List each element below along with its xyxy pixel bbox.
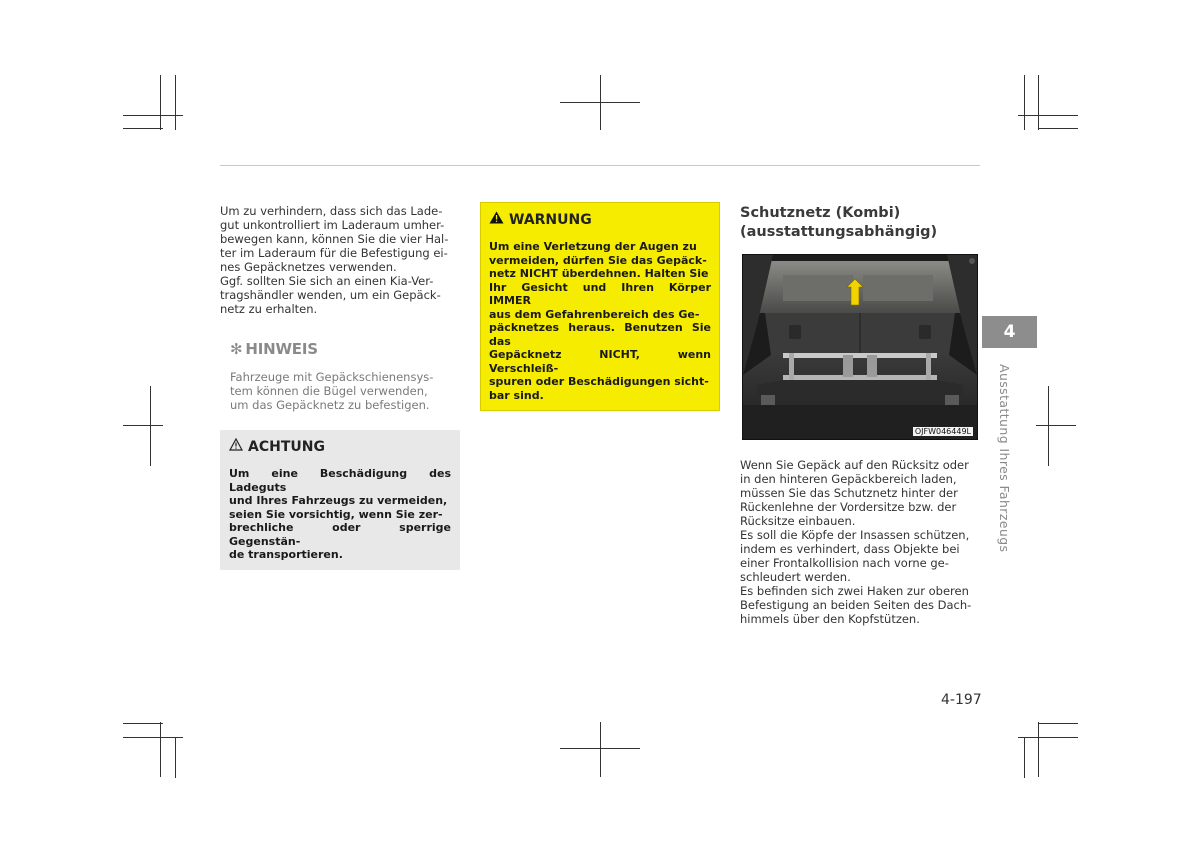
text-line: himmels über den Kopfstützen. (740, 612, 920, 626)
section-title-line: (ausstattungsabhängig) (740, 224, 938, 240)
text-line: bar sind. (489, 388, 544, 402)
text-line: Es soll die Köpfe der Insassen schützen, (740, 528, 970, 542)
section-title-line: Schutznetz (Kombi) (740, 205, 901, 221)
hinweis-text (230, 370, 460, 412)
cargo-net-photo (742, 254, 978, 440)
text-line: päcknetzes heraus. Benutzen Sie das (489, 321, 711, 348)
text-line: schleudert werden. (740, 570, 851, 584)
text-line: Fahrzeuge mit Gepäckschienensys- (230, 370, 434, 384)
warning-triangle-icon (489, 211, 504, 228)
caution-triangle-icon (229, 438, 243, 455)
warnung-text (489, 240, 711, 402)
hinweis-title (230, 340, 460, 358)
achtung-title-text: ACHTUNG (248, 438, 325, 455)
header-rule (220, 165, 980, 166)
hinweis-note (220, 340, 460, 412)
warnung-title (489, 211, 711, 228)
text-line: Gepäcknetz NICHT, wenn Verschleiß- (489, 348, 711, 375)
text-line: ter im Laderaum für die Befestigung ei- (220, 246, 448, 260)
text-line: Rückenlehne der Vordersitze bzw. der (740, 500, 957, 514)
left-column (220, 204, 460, 570)
text-line: spuren oder Beschädigungen sicht- (489, 375, 709, 388)
text-line: Ihr Gesicht und Ihren Körper IMMER (489, 280, 711, 307)
achtung-box (220, 430, 460, 570)
text-line: Wenn Sie Gepäck auf den Rücksitz oder (740, 458, 969, 472)
chapter-tab (982, 316, 1037, 348)
text-line: netz zu erhalten. (220, 302, 318, 316)
text-line: aus dem Gefahrenbereich des Ge- (489, 307, 700, 321)
text-line: in den hinteren Gepäckbereich laden, (740, 472, 957, 486)
section-title (740, 204, 980, 242)
right-column (740, 204, 980, 626)
text-line: einer Frontalkollision nach vorne ge- (740, 556, 949, 570)
cargo-area-illustration (743, 255, 977, 439)
hinweis-title-text: HINWEIS (245, 340, 318, 358)
text-line: müssen Sie das Schutznetz hinter der (740, 486, 958, 500)
text-line: nes Gepäcknetzes verwenden. (220, 260, 397, 274)
photo-id-label: OJFW046449L (914, 427, 971, 436)
text-line: Ggf. sollten Sie sich an einen Kia-Ver- (220, 274, 434, 288)
text-line: um das Gepäcknetz zu befestigen. (230, 398, 430, 412)
text-line: tragshändler wenden, um ein Gepäck- (220, 288, 441, 302)
text-line: indem es verhindert, dass Objekte bei (740, 542, 960, 556)
text-line: vermeiden, dürfen Sie das Gepäck- (489, 253, 707, 267)
text-line: Um eine Beschädigung des Ladeguts (229, 467, 451, 494)
achtung-text (229, 467, 451, 562)
text-line: de transportieren. (229, 548, 343, 561)
schutznetz-paragraph (740, 458, 980, 626)
text-line: und Ihres Fahrzeugs zu vermeiden, (229, 494, 448, 507)
text-line: Um zu verhindern, dass sich das Lade- (220, 204, 443, 218)
text-line: brechliche oder sperrige Gegenstän- (229, 521, 451, 548)
chapter-label: Ausstattung Ihres Fahrzeugs (997, 364, 1012, 553)
warnung-title-text: WARNUNG (509, 211, 592, 228)
text-line: Es befinden sich zwei Haken zur oberen (740, 584, 969, 598)
asterisk-icon: ✻ (230, 340, 243, 358)
warnung-box (480, 202, 720, 411)
chapter-number: 4 (1003, 322, 1016, 342)
middle-column (480, 202, 720, 411)
text-line: tem können die Bügel verwenden, (230, 384, 428, 398)
text-line: bewegen kann, können Sie die vier Hal- (220, 232, 449, 246)
text-line: seien Sie vorsichtig, wenn Sie zer- (229, 507, 443, 521)
achtung-title (229, 438, 451, 455)
intro-paragraph (220, 204, 460, 316)
text-line: gut unkontrolliert im Laderaum umher- (220, 218, 445, 232)
text-line: Rücksitze einbauen. (740, 514, 856, 528)
text-line: Befestigung an beiden Seiten des Dach- (740, 598, 972, 612)
text-line: netz NICHT überdehnen. Halten Sie (489, 267, 709, 280)
text-line: Um eine Verletzung der Augen zu (489, 240, 697, 253)
page-number: 4-197 (941, 692, 982, 708)
